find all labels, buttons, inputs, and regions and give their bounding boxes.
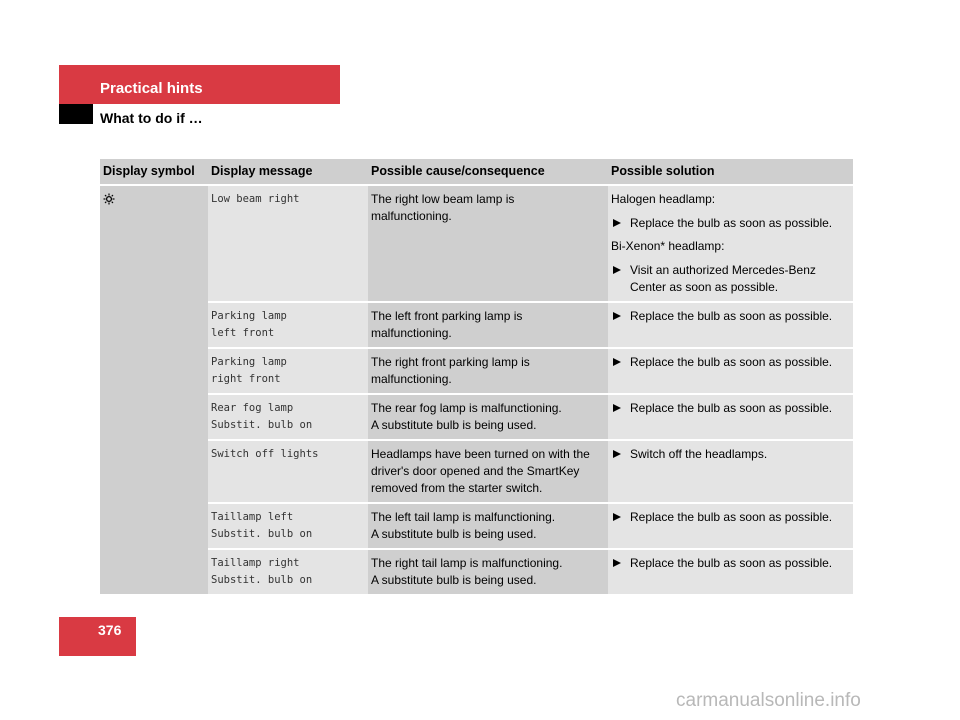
possible-solution [608, 302, 853, 348]
display-messages-table [100, 159, 853, 596]
possible-cause: The right low beam lamp is malfunctioning. [368, 185, 608, 302]
display-symbol-cell [100, 185, 208, 595]
table-row [100, 302, 853, 348]
table-row [100, 185, 853, 302]
section-title: Practical hints [100, 80, 203, 97]
page-number: 376 [98, 622, 122, 638]
bullet-triangle-icon [613, 404, 621, 412]
watermark-text: carmanualsonline.info [676, 690, 861, 711]
solution-step: Replace the bulb as soon as possible. [611, 555, 850, 572]
bullet-triangle-icon [613, 450, 621, 458]
solution-step: Visit an authorized Mercedes-Benz Center as soon as possible. [611, 262, 850, 296]
solution-step: Replace the bulb as soon as possible. [611, 354, 850, 371]
possible-cause: The left tail lamp is malfunctioning. A substitute bulb is being used. [368, 503, 608, 549]
bullet-triangle-icon [613, 312, 621, 320]
bullet-triangle-icon [613, 358, 621, 366]
table-header-row [100, 159, 853, 185]
solution-step: Replace the bulb as soon as possible. [611, 308, 850, 325]
possible-solution [608, 440, 853, 503]
subsection-marker [59, 104, 93, 124]
solution-step: Replace the bulb as soon as possible. [611, 400, 850, 417]
possible-solution [608, 185, 853, 302]
possible-cause: The rear fog lamp is malfunctioning. A substitute bulb is being used. [368, 394, 608, 440]
display-message: Parking lamp left front [208, 302, 368, 348]
subsection-title: What to do if … [100, 110, 203, 126]
bullet-triangle-icon [613, 219, 621, 227]
table-row [100, 394, 853, 440]
bullet-triangle-icon [613, 266, 621, 274]
column-header: Display symbol [100, 159, 208, 185]
display-message: Switch off lights [208, 440, 368, 503]
possible-solution [608, 503, 853, 549]
display-message: Rear fog lamp Substit. bulb on [208, 394, 368, 440]
solution-heading: Halogen headlamp: [611, 192, 716, 206]
possible-cause: The right tail lamp is malfunctioning. A substitute bulb is being used. [368, 549, 608, 595]
display-message: Parking lamp right front [208, 348, 368, 394]
display-message: Taillamp right Substit. bulb on [208, 549, 368, 595]
possible-solution [608, 394, 853, 440]
possible-cause: The left front parking lamp is malfunctioning. [368, 302, 608, 348]
lamp-icon [103, 193, 115, 205]
possible-solution [608, 549, 853, 595]
solution-step: Replace the bulb as soon as possible. [611, 215, 850, 232]
display-message: Taillamp left Substit. bulb on [208, 503, 368, 549]
solution-heading: Bi-Xenon* headlamp: [611, 239, 725, 253]
table-row [100, 440, 853, 503]
display-message: Low beam right [208, 185, 368, 302]
column-header: Possible cause/consequence [368, 159, 608, 185]
column-header: Display message [208, 159, 368, 185]
bullet-triangle-icon [613, 559, 621, 567]
bullet-triangle-icon [613, 513, 621, 521]
possible-cause: The right front parking lamp is malfunctioning. [368, 348, 608, 394]
table-row [100, 549, 853, 595]
table-row [100, 348, 853, 394]
solution-step: Replace the bulb as soon as possible. [611, 509, 850, 526]
possible-solution [608, 348, 853, 394]
table-row [100, 503, 853, 549]
possible-cause: Headlamps have been turned on with the driver's door opened and the SmartKey removed from the starter switch. [368, 440, 608, 503]
solution-step: Switch off the headlamps. [611, 446, 850, 463]
column-header: Possible solution [608, 159, 853, 185]
